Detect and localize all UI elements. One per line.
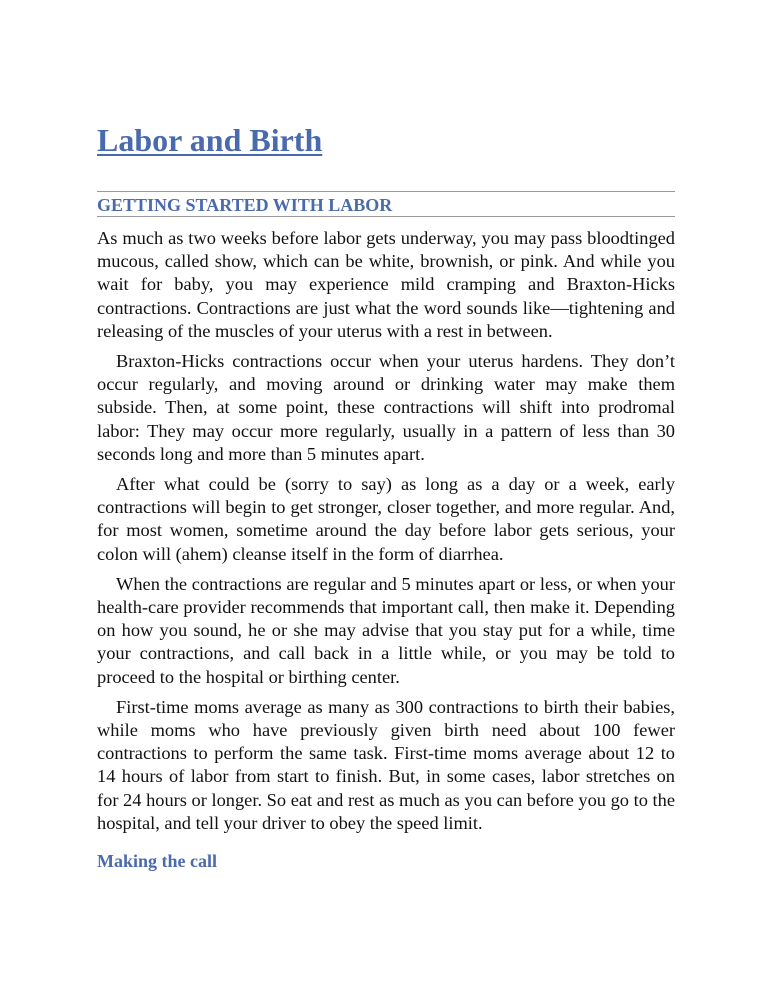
document-page — [97, 120, 675, 872]
paragraph: Braxton-Hicks contractions occur when your uterus hardens. They don’t occur regularly, and moving around or drinking water may make them subside. Then, at some point, these contractions will shift into prodromal labor: They may occur more regularly, usually in a pattern of less than 30 seconds long and more than 5 minutes apart. — [97, 351, 675, 464]
subheading: Making the call — [97, 851, 217, 872]
section-heading: GETTING STARTED WITH LABOR — [97, 195, 393, 215]
page-title: Labor and Birth — [97, 122, 323, 158]
paragraph: As much as two weeks before labor gets underway, you may pass bloodtinged mucous, called show, which can be white, brownish, or pink. And while you wait for baby, you may experience mild cramping and Braxton-Hicks contractions. Contractions are just what the word sounds like—tightening and releasing of the muscles of your uterus with a rest in between. — [97, 228, 675, 341]
paragraph: First-time moms average as many as 300 contractions to birth their babies, while moms who have previously given birth need about 100 fewer contractions to perform the same task. First-time moms average about 12 to 14 hours of labor from start to finish. But, in some cases, labor stretches on for 24 hours or longer. So eat and rest as much as you can before you go to the hospital, and tell your driver to obey the speed limit. — [97, 696, 675, 833]
body-text — [97, 227, 675, 835]
paragraph: When the contractions are regular and 5 minutes apart or less, or when your health-care provider recommends that important call, then make it. Depending on how you sound, he or she may advise that you stay put for a while, time your contractions, and call back in a little while, or you may be told to proceed to the hospital or birthing center. — [97, 573, 675, 687]
section-rule-bottom — [97, 216, 675, 217]
paragraph: After what could be (sorry to say) as long as a day or a week, early contractions will begin to get stronger, closer together, and more regular. And, for most women, sometime around the day before labor gets serious, your colon will (ahem) cleanse itself in the form of diarrhea. — [97, 474, 675, 564]
